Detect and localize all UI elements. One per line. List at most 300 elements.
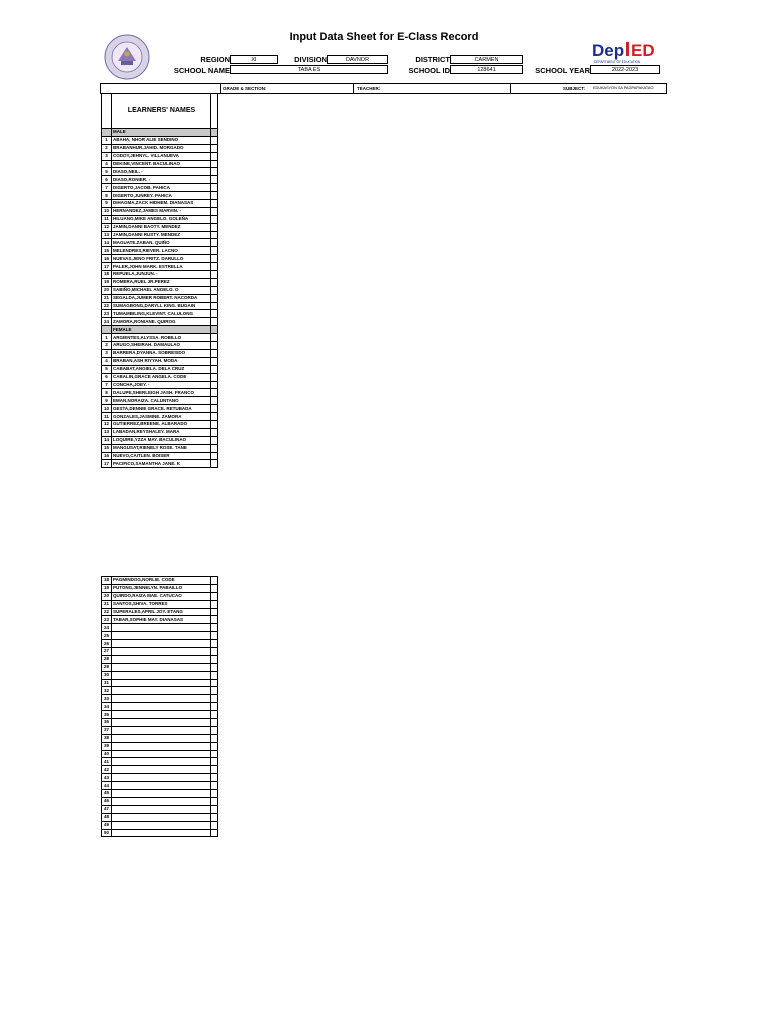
extra-cell[interactable] <box>211 632 218 640</box>
row-number: 12 <box>102 223 112 231</box>
table-row <box>102 655 218 663</box>
learner-name-cell[interactable] <box>112 679 211 687</box>
extra-cell[interactable] <box>211 774 218 782</box>
female-section-label: FEMALE <box>112 326 211 334</box>
school-name-value[interactable]: TABA ES <box>230 65 388 74</box>
row-number: 18 <box>102 271 112 279</box>
learner-name-cell[interactable]: MAGUATE,ZABAN. QUIÑO <box>112 239 211 247</box>
table-row <box>102 782 218 790</box>
school-id-label: SCHOOL ID <box>408 66 450 75</box>
table-row <box>102 207 218 215</box>
extra-cell[interactable] <box>211 365 218 373</box>
row-number: 15 <box>102 444 112 452</box>
row-number: 10 <box>102 207 112 215</box>
table-row <box>102 278 218 286</box>
learner-name-cell[interactable] <box>112 742 211 750</box>
learner-name-cell[interactable]: HERNANDEZ,JAMES MARVIN. - <box>112 207 211 215</box>
extra-cell[interactable] <box>211 318 218 326</box>
row-number: 36 <box>102 719 112 727</box>
table-row <box>102 703 218 711</box>
row-number: 5 <box>102 365 112 373</box>
extra-cell[interactable] <box>211 608 218 616</box>
row-number: 34 <box>102 703 112 711</box>
school-year-value[interactable]: 2022-2023 <box>590 65 660 74</box>
learner-name-cell[interactable]: CABALIN,GRACE ANGELA. CODE <box>112 373 211 381</box>
extra-cell[interactable] <box>211 624 218 632</box>
learner-name-cell[interactable]: CABABAT,ANGIELA. DELA CRUZ <box>112 365 211 373</box>
extra-cell[interactable] <box>211 294 218 302</box>
table-row <box>102 711 218 719</box>
learner-name-cell[interactable]: JAMIN,DANNI BAOTY. MENDEZ <box>112 223 211 231</box>
table-row <box>102 420 218 428</box>
row-number: 22 <box>102 608 112 616</box>
table-row <box>102 829 218 837</box>
row-number: 9 <box>102 200 112 208</box>
row-number: 14 <box>102 239 112 247</box>
row-number: 41 <box>102 758 112 766</box>
table-row <box>102 405 218 413</box>
row-number: 33 <box>102 695 112 703</box>
table-row <box>102 805 218 813</box>
row-number: 7 <box>102 381 112 389</box>
learner-name-cell[interactable]: TUMAMBILING,KLEVINT. CALULONG <box>112 310 211 318</box>
table-row <box>102 318 218 326</box>
row-number: 11 <box>102 215 112 223</box>
row-number: 8 <box>102 192 112 200</box>
table-row <box>102 152 218 160</box>
learner-name-cell[interactable]: HILUANO,MIKE ANGELO. GOLEÑA <box>112 215 211 223</box>
row-number: 18 <box>102 577 112 585</box>
extra-cell[interactable] <box>211 302 218 310</box>
table-row <box>102 695 218 703</box>
learner-name-cell[interactable] <box>112 758 211 766</box>
learner-name-cell[interactable] <box>112 797 211 805</box>
learner-name-cell[interactable]: NUEVAS,JENO FRITZ. DARULLO <box>112 255 211 263</box>
row-number: 30 <box>102 671 112 679</box>
extra-cell[interactable] <box>211 152 218 160</box>
learner-name-cell[interactable] <box>112 695 211 703</box>
row-number: 49 <box>102 821 112 829</box>
table-row <box>102 200 218 208</box>
learner-name-cell[interactable] <box>112 829 211 837</box>
extra-cell[interactable] <box>211 452 218 460</box>
learner-name-cell[interactable] <box>112 766 211 774</box>
row-number: 2 <box>102 342 112 350</box>
table-row <box>102 176 218 184</box>
row-number: 35 <box>102 711 112 719</box>
learner-name-cell[interactable]: ARUGO,SHEIRAH. DAMAULAO <box>112 342 211 350</box>
extra-cell[interactable] <box>211 263 218 271</box>
row-number: 10 <box>102 405 112 413</box>
learner-name-cell[interactable]: LOQUIRE,YZZA MAY. BACULINAO <box>112 436 211 444</box>
table-row <box>102 679 218 687</box>
extra-cell[interactable] <box>211 420 218 428</box>
extra-cell[interactable] <box>211 797 218 805</box>
learner-name-cell[interactable]: CONCHA,JOEY. - <box>112 381 211 389</box>
extra-cell[interactable] <box>211 215 218 223</box>
extra-cell[interactable] <box>211 703 218 711</box>
table-row <box>102 577 218 585</box>
extra-cell[interactable] <box>211 413 218 421</box>
extra-cell[interactable] <box>211 742 218 750</box>
extra-cell[interactable] <box>211 726 218 734</box>
learner-name-cell[interactable]: DALUPE,SHERLEIGH JASH. FRANCO <box>112 389 211 397</box>
learner-name-cell[interactable]: ARGIENTES,ALYSSA. ROBILLO <box>112 334 211 342</box>
svg-text:DEPARTMENT OF EDUCATION: DEPARTMENT OF EDUCATION <box>594 60 641 64</box>
svg-text:Dep: Dep <box>592 41 625 60</box>
extra-cell[interactable] <box>211 144 218 152</box>
extra-cell[interactable] <box>211 671 218 679</box>
extra-cell[interactable] <box>211 711 218 719</box>
extra-cell[interactable] <box>211 679 218 687</box>
row-number: 13 <box>102 428 112 436</box>
row-number: 15 <box>102 247 112 255</box>
extra-cell[interactable] <box>211 663 218 671</box>
extra-cell[interactable] <box>211 342 218 350</box>
row-number: 44 <box>102 782 112 790</box>
learner-name-cell[interactable]: LABADAN,REYSHALEY. MARA <box>112 428 211 436</box>
learner-name-cell[interactable] <box>112 790 211 798</box>
learner-name-cell[interactable]: CODOY,JEHNYL. VILLANUEVA <box>112 152 211 160</box>
table-row <box>102 286 218 294</box>
row-number: 8 <box>102 389 112 397</box>
table-row <box>102 302 218 310</box>
extra-cell[interactable] <box>211 821 218 829</box>
table-row <box>102 774 218 782</box>
learner-name-cell[interactable]: ROMERA,RUEL JR.PEREZ <box>112 278 211 286</box>
extra-cell[interactable] <box>211 592 218 600</box>
table-row <box>102 342 218 350</box>
section-blank <box>102 326 112 334</box>
learner-name-cell[interactable]: SANTOS,SHIVA. TORRES <box>112 600 211 608</box>
school-id-value[interactable]: 128641 <box>450 65 523 74</box>
row-number: 1 <box>102 334 112 342</box>
row-number: 1 <box>102 136 112 144</box>
row-number: 37 <box>102 726 112 734</box>
row-number: 42 <box>102 766 112 774</box>
table-row <box>102 671 218 679</box>
row-number: 26 <box>102 640 112 648</box>
table-row <box>102 663 218 671</box>
table-row <box>102 592 218 600</box>
learner-name-cell[interactable]: SABIÑO,MICHAEL ANGELO. O <box>112 286 211 294</box>
extra-cell[interactable] <box>211 436 218 444</box>
extra-cell[interactable] <box>211 444 218 452</box>
table-row <box>102 608 218 616</box>
row-number: 4 <box>102 160 112 168</box>
learner-name-cell[interactable] <box>112 655 211 663</box>
table-row <box>102 687 218 695</box>
table-row <box>102 719 218 727</box>
extra-cell[interactable] <box>211 616 218 624</box>
learner-name-cell[interactable] <box>112 687 211 695</box>
extra-cell[interactable] <box>211 405 218 413</box>
table-row <box>102 239 218 247</box>
table-row <box>102 600 218 608</box>
table-row <box>102 365 218 373</box>
table-row <box>102 750 218 758</box>
extra-cell[interactable] <box>211 813 218 821</box>
extra-cell[interactable] <box>211 389 218 397</box>
table-row <box>102 413 218 421</box>
row-number: 6 <box>102 176 112 184</box>
extra-cell[interactable] <box>211 734 218 742</box>
table-row <box>102 357 218 365</box>
table-row <box>102 192 218 200</box>
table-row <box>102 223 218 231</box>
division-value[interactable]: DAVNOR <box>327 55 388 64</box>
names-header-row <box>102 94 218 129</box>
learner-name-cell[interactable] <box>112 632 211 640</box>
extra-cell[interactable] <box>211 782 218 790</box>
table-row <box>102 444 218 452</box>
extra-cell[interactable] <box>211 207 218 215</box>
row-number: 5 <box>102 168 112 176</box>
learner-name-cell[interactable] <box>112 711 211 719</box>
roster-table <box>101 93 218 468</box>
extra-cell[interactable] <box>211 334 218 342</box>
learner-name-cell[interactable]: NUEVO,CAITLEN. BOISER <box>112 452 211 460</box>
learner-name-cell[interactable]: BRABANHUR,JAHID. MORGADO <box>112 144 211 152</box>
extra-cell[interactable] <box>211 136 218 144</box>
table-row <box>102 373 218 381</box>
table-row <box>102 584 218 592</box>
row-number: 20 <box>102 286 112 294</box>
table-row <box>102 452 218 460</box>
extra-cell[interactable] <box>211 381 218 389</box>
extra-cell[interactable] <box>211 695 218 703</box>
extra-cell[interactable] <box>211 829 218 837</box>
learner-name-cell[interactable] <box>112 703 211 711</box>
row-number: 2 <box>102 144 112 152</box>
extra-cell[interactable] <box>211 200 218 208</box>
table-row <box>102 726 218 734</box>
table-row <box>102 813 218 821</box>
table-row <box>102 349 218 357</box>
learner-name-cell[interactable] <box>112 663 211 671</box>
learner-name-cell[interactable]: MELENDRES,RIEVER. LACNO <box>112 247 211 255</box>
district-value[interactable]: CARMEN <box>450 55 523 64</box>
learner-name-cell[interactable]: REPUELA,JUNJUN. - <box>112 271 211 279</box>
learner-name-cell[interactable] <box>112 671 211 679</box>
learner-name-cell[interactable] <box>112 648 211 656</box>
table-row <box>102 294 218 302</box>
learners-names-header: LEARNERS' NAMES <box>112 94 211 129</box>
extra-cell[interactable] <box>211 750 218 758</box>
extra-cell[interactable] <box>211 373 218 381</box>
table-row <box>102 640 218 648</box>
extra-cell[interactable] <box>211 766 218 774</box>
learner-name-cell[interactable]: SUPERALES,APRIL JOY. ETANG <box>112 608 211 616</box>
learner-name-cell[interactable]: DIGERTO,JUNREY. PAHICA <box>112 192 211 200</box>
learner-name-cell[interactable]: QUIRDO,RAIZA MAE. CATUCAO <box>112 592 211 600</box>
learner-name-cell[interactable] <box>112 782 211 790</box>
extra-cell[interactable] <box>211 184 218 192</box>
row-number: 23 <box>102 616 112 624</box>
learner-name-cell[interactable]: SEGALDA,JUMER ROBERT. NACORDA <box>112 294 211 302</box>
extra-cell[interactable] <box>211 397 218 405</box>
learner-name-cell[interactable]: EMAN,NORAIZA. CALUNTANO <box>112 397 211 405</box>
learner-name-cell[interactable]: TABAR,SOPHIE MAY. DIANASAS <box>112 616 211 624</box>
extra-cell[interactable] <box>211 758 218 766</box>
extra-cell[interactable] <box>211 247 218 255</box>
learner-name-cell[interactable]: SUMAGBONG,DARYLL KING. BUGAIN <box>112 302 211 310</box>
extra-cell[interactable] <box>211 278 218 286</box>
table-row <box>102 247 218 255</box>
extra-cell[interactable] <box>211 805 218 813</box>
table-row <box>102 766 218 774</box>
extra-cell[interactable] <box>211 168 218 176</box>
row-number: 4 <box>102 357 112 365</box>
row-number: 32 <box>102 687 112 695</box>
extra-cell[interactable] <box>211 255 218 263</box>
extra-cell[interactable] <box>211 231 218 239</box>
teacher-label: TEACHER: <box>357 86 381 91</box>
row-number: 3 <box>102 152 112 160</box>
learner-name-cell[interactable]: ABAHA, NHOR ALIE SENDINO <box>112 136 211 144</box>
row-number: 12 <box>102 420 112 428</box>
extra-cell[interactable] <box>211 239 218 247</box>
row-number: 21 <box>102 600 112 608</box>
row-number: 50 <box>102 829 112 837</box>
row-number: 16 <box>102 452 112 460</box>
table-row <box>102 616 218 624</box>
subject-label: SUBJECT: <box>563 86 586 91</box>
extra-cell[interactable] <box>211 687 218 695</box>
extra-cell[interactable] <box>211 223 218 231</box>
learner-name-cell[interactable]: GESTA,DENNIE GRACE. RETUBADA <box>112 405 211 413</box>
deped-seal-icon <box>104 34 150 80</box>
table-row <box>102 160 218 168</box>
learner-name-cell[interactable] <box>112 734 211 742</box>
extra-cell[interactable] <box>211 648 218 656</box>
row-number: 13 <box>102 231 112 239</box>
table-row <box>102 460 218 468</box>
table-row <box>102 310 218 318</box>
table-row <box>102 648 218 656</box>
learner-name-cell[interactable] <box>112 726 211 734</box>
learner-name-cell[interactable]: BRABAN,ASH RIYYAH. MODA <box>112 357 211 365</box>
table-row <box>102 436 218 444</box>
row-number: 11 <box>102 413 112 421</box>
table-row <box>102 797 218 805</box>
school-name-label: SCHOOL NAME <box>173 66 230 75</box>
region-value[interactable]: XI <box>230 55 278 64</box>
row-number: 19 <box>102 584 112 592</box>
table-row <box>102 624 218 632</box>
table-row <box>102 271 218 279</box>
learner-name-cell[interactable]: DIGERTO,JACOB. PAHICA <box>112 184 211 192</box>
extra-cell[interactable] <box>211 655 218 663</box>
learner-name-cell[interactable] <box>112 813 211 821</box>
table-row <box>102 758 218 766</box>
extra-cell[interactable] <box>211 584 218 592</box>
learner-name-cell[interactable]: PAGMINDOG,NORLIE. CODE <box>112 577 211 585</box>
extra-cell[interactable] <box>211 192 218 200</box>
table-row <box>102 790 218 798</box>
extra-cell[interactable] <box>211 271 218 279</box>
table-row <box>102 136 218 144</box>
learner-name-cell[interactable]: DEKINE,VINCENT. BACULINAO <box>112 160 211 168</box>
table-row <box>102 168 218 176</box>
table-row <box>102 821 218 829</box>
table-row <box>102 632 218 640</box>
extra-cell[interactable] <box>211 719 218 727</box>
learner-name-cell[interactable]: JAMIN,DANNI RUSTY. MENDEZ <box>112 231 211 239</box>
learner-name-cell[interactable] <box>112 821 211 829</box>
extra-cell[interactable] <box>211 460 218 468</box>
extra-cell[interactable] <box>211 577 218 585</box>
learner-name-cell[interactable] <box>112 719 211 727</box>
extra-cell[interactable] <box>211 176 218 184</box>
learner-name-cell[interactable]: BARRERA,DYANNA. SOBRESIDO <box>112 349 211 357</box>
learner-name-cell[interactable]: PALER,JOHN MARK. ESTRELLA <box>112 263 211 271</box>
row-number: 48 <box>102 813 112 821</box>
learner-name-cell[interactable]: DIHAGMA,ZACK HIDHEM. DIANASAS <box>112 200 211 208</box>
row-number: 28 <box>102 655 112 663</box>
school-year-label: SCHOOL YEAR <box>535 66 590 75</box>
table-row <box>102 215 218 223</box>
svg-text:ED: ED <box>631 41 655 60</box>
learner-name-cell[interactable] <box>112 805 211 813</box>
extra-cell[interactable] <box>211 640 218 648</box>
extra-cell[interactable] <box>211 790 218 798</box>
extra-cell[interactable] <box>211 357 218 365</box>
extra-cell[interactable] <box>211 160 218 168</box>
row-number: 17 <box>102 460 112 468</box>
table-row <box>102 389 218 397</box>
extra-cell[interactable] <box>211 310 218 318</box>
table-row <box>102 255 218 263</box>
row-number: 39 <box>102 742 112 750</box>
row-number: 16 <box>102 255 112 263</box>
extra-cell[interactable] <box>211 286 218 294</box>
learner-name-cell[interactable] <box>112 640 211 648</box>
row-number: 38 <box>102 734 112 742</box>
row-number: 24 <box>102 624 112 632</box>
learner-name-cell[interactable]: MANGUSAT,RIENELY ROSE. TANE <box>112 444 211 452</box>
learner-name-cell[interactable] <box>112 750 211 758</box>
learner-name-cell[interactable] <box>112 624 211 632</box>
learner-name-cell[interactable]: PUTONG,JENNELYN. PABAILLO <box>112 584 211 592</box>
male-section-label: MALE <box>112 129 211 137</box>
male-section-row <box>102 129 218 137</box>
row-number: 29 <box>102 663 112 671</box>
learner-name-cell[interactable]: ZAMORA,RONIANE. QUIROG <box>112 318 211 326</box>
learner-name-cell[interactable]: GUTIERREZ,BREENE. ALBARADO <box>112 420 211 428</box>
row-number: 17 <box>102 263 112 271</box>
learner-name-cell[interactable]: PACIFICO,SAMANTHA JANE. K <box>112 460 211 468</box>
row-number: 3 <box>102 349 112 357</box>
table-row <box>102 381 218 389</box>
learner-name-cell[interactable]: DIASO,RONIER. - <box>112 176 211 184</box>
extra-cell[interactable] <box>211 428 218 436</box>
row-number: 14 <box>102 436 112 444</box>
row-number: 43 <box>102 774 112 782</box>
extra-cell[interactable] <box>211 600 218 608</box>
row-number: 25 <box>102 632 112 640</box>
extra-cell[interactable] <box>211 349 218 357</box>
learner-name-cell[interactable]: GONZALES,JASMINE. ZAMORA <box>112 413 211 421</box>
row-number: 31 <box>102 679 112 687</box>
learner-name-cell[interactable] <box>112 774 211 782</box>
learner-name-cell[interactable]: DIASO,NEIL. - <box>112 168 211 176</box>
subject-value: EDUKASYON SA PAGPAPAKATAO <box>593 86 654 90</box>
row-number: 19 <box>102 278 112 286</box>
roster-table-continued <box>101 576 218 837</box>
row-number: 21 <box>102 294 112 302</box>
table-row <box>102 428 218 436</box>
